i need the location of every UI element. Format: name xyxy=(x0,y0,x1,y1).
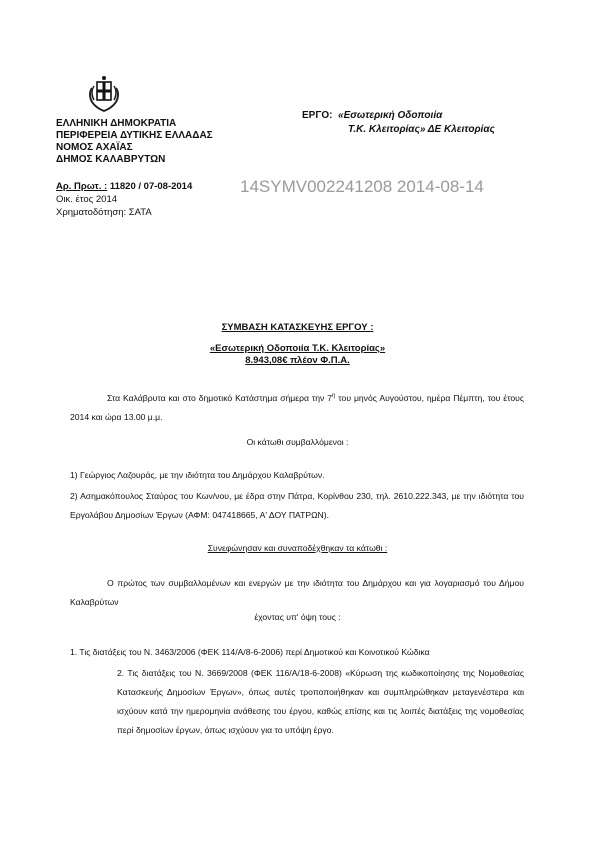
issuer-block xyxy=(56,118,213,166)
issuer-line: ΔΗΜΟΣ ΚΑΛΑΒΡΥΤΩΝ xyxy=(56,154,166,165)
project-name-line1: «Εσωτερική Οδοποιία xyxy=(338,110,443,121)
protocol-block xyxy=(56,180,192,219)
intro-paragraph: Στα Καλάβρυτα και στο δημοτικό Κατάστημα σήμερα την $7^\eta$ του μηνός Αυγούστου, ημέρα Πέμπτη, του έτους 2014 και ώρα 13.00 μ.μ. xyxy=(70,392,525,422)
funding-source: Χρηματοδότηση: ΣΑΤΑ xyxy=(56,207,152,218)
issuer-line: ΕΛΛΗΝΙΚΗ ΔΗΜΟΚΡΑΤΙΑ xyxy=(56,118,177,129)
protocol-number: 11820 / 07-08-2014 xyxy=(109,181,193,192)
contract-amount: 8.943,08€ πλέον Φ.Π.Α. xyxy=(245,355,350,366)
project-header xyxy=(302,109,495,137)
contract-title: ΣΥΜΒΑΣΗ ΚΑΤΑΣΚΕΥΗΣ ΕΡΓΟΥ : xyxy=(221,322,374,333)
agreed-heading: Συνεφώνησαν και συναποδέχθηκαν τα κάτωθι : xyxy=(207,543,388,553)
party-1: 1) Γεώργιος Λαζουράς, με την ιδιότητα του Δημάρχου Καλαβρύτων. xyxy=(70,470,325,480)
project-label: ΕΡΓΟ: xyxy=(302,110,333,121)
contract-title-block xyxy=(56,322,539,367)
contract-project: «Εσωτερική Οδοποιία Τ.Κ. Κλειτορίας» xyxy=(209,343,386,354)
agreed-paragraph: Ο πρώτος των συμβαλλομένων και ενεργών με την ιδιότητα του Δημάρχου και για λογαριασμό του Δήμου Καλαβρύτων xyxy=(70,578,524,607)
protocol-label: Αρ. Πρωτ. : xyxy=(56,181,108,192)
registry-stamp: 14SYMV002241208 2014-08-14 xyxy=(240,177,484,196)
fiscal-year: Οικ. έτος 2014 xyxy=(56,194,118,205)
clause-2: 2. Τις διατάξεις του Ν. 3669/2008 (ΦΕΚ 116/Α/18-6-2008) «Κύρωση της κωδικοποίησης της Νομοθεσίας Κατασκευής Δημοσίων Έργων», όπως αυτές τροποποιήθηκαν και συμπληρώθηκαν μεταγενέστερα και ισχύουν κατά την ημερομηνία ανάθεσης του έργου, καθώς επίσης και τις λοιπές διατάξεις της νομοθεσίας περί δημοσίων έργων, όπως ισχύουν για το υπόψη έργο. xyxy=(117,668,524,735)
project-name-line2: Τ.Κ. Κλειτορίας» ΔΕ Κλειτορίας xyxy=(348,124,495,135)
greek-emblem-icon xyxy=(84,74,124,114)
parties-heading: Οι κάτωθι συμβαλλόμενοι : xyxy=(246,437,349,447)
considering-heading: έχοντας υπ' όψη τους : xyxy=(254,612,341,622)
party-2: 2) Ασημακόπουλος Σταύρος του Κων/νου, με έδρα στην Πάτρα, Κορίνθου 230, τηλ. 2610.222.343, με την ιδιότητα του Εργολάβου Δημοσίων Έργων (ΑΦΜ: 047418665, Α' ΔΟΥ ΠΑΤΡΩΝ). xyxy=(70,491,524,520)
clause-1: 1. Τις διατάξεις του Ν. 3463/2006 (ΦΕΚ 114/Α/8-6-2006) περί Δημοτικού και Κοινοτικού Κώδικα xyxy=(70,647,430,657)
issuer-line: ΠΕΡΙΦΕΡΕΙΑ ΔΥΤΙΚΗΣ ΕΛΛΑΔΑΣ xyxy=(56,130,213,141)
issuer-line: ΝΟΜΟΣ ΑΧΑΪΑΣ xyxy=(56,142,133,153)
